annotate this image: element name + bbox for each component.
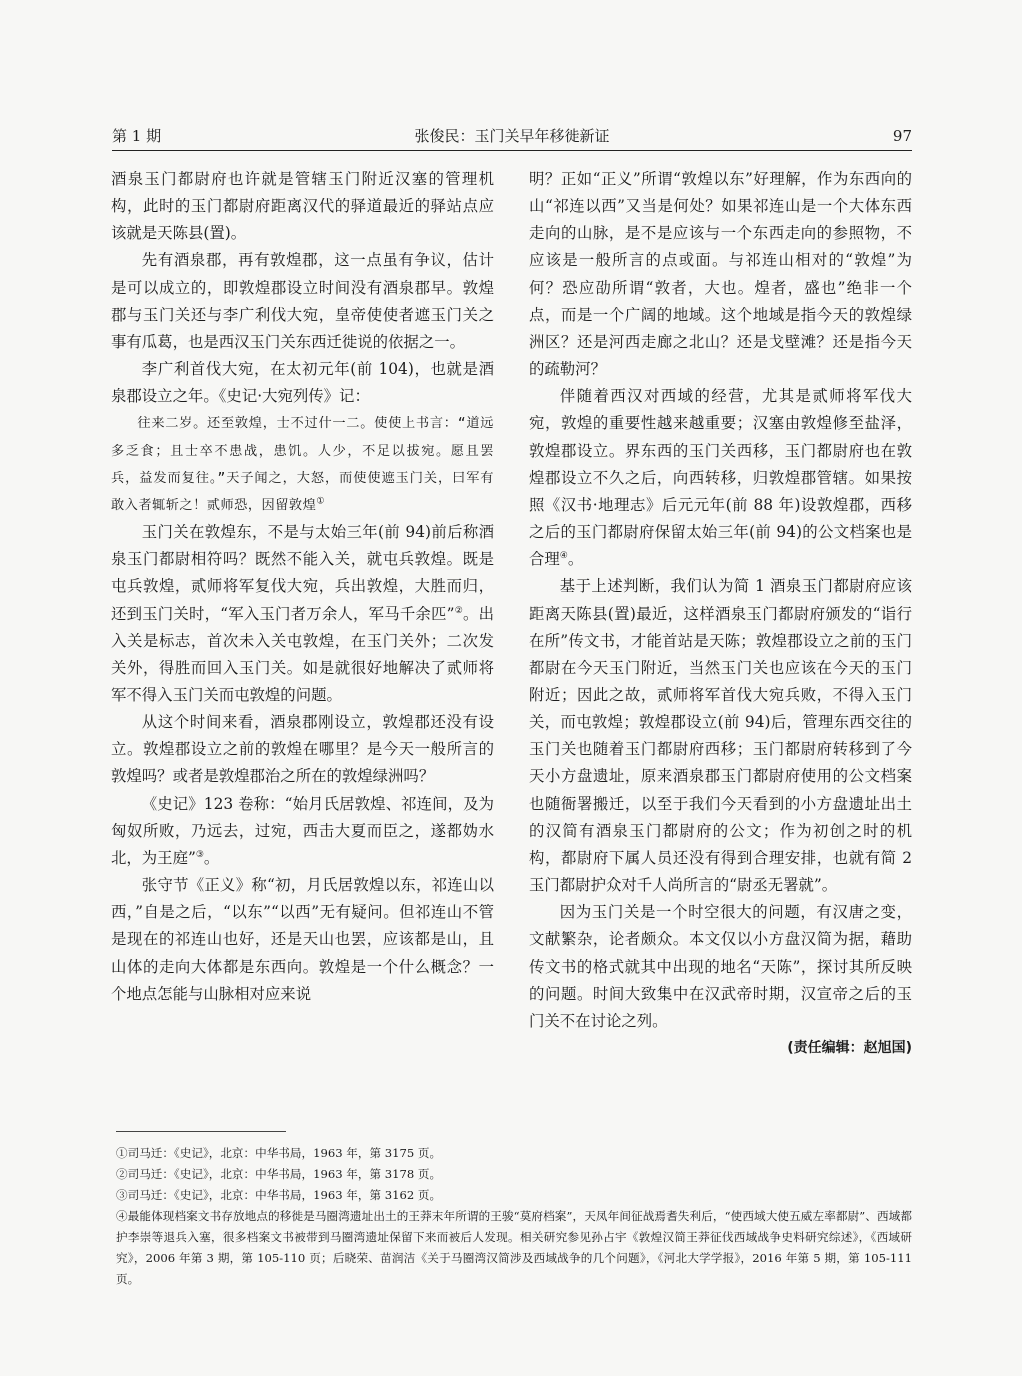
left-column xyxy=(111,166,494,1008)
paragraph-text: 。 xyxy=(203,848,220,867)
paragraph xyxy=(111,791,494,872)
footnote-divider xyxy=(116,1131,286,1132)
paragraph: 酒泉玉门都尉府也许就是管辖玉门附近汉塞的管理机构，此时的玉门都尉府距离汉代的驿道最近的驿站点应该就是天陈县(置)。 xyxy=(111,170,494,243)
editor-credit: (责任编辑：赵旭国) xyxy=(787,1040,912,1056)
paragraph: 张守节《正义》称“初，月氏居敦煌以东，祁连山以西，”自是之后，“以东”“以西”无有疑问。但祁连山不管是现在的祁连山也好，还是天山也罢，应该都是山，且山体的走向大体都是东西向。敦煌是一个什么概念？一个地点怎能与山脉相对应来说 xyxy=(111,876,494,1003)
footnote-ref[interactable]: ② xyxy=(454,605,463,616)
paragraph: 基于上述判断，我们认为简 1 酒泉玉门都尉府应该距离天陈县(置)最近，这样酒泉玉门都尉府颁发的“诣行在所”传文书，才能首站是天陈；敦煌郡设立之前的玉门都尉在今天玉门附近，当然玉门关也应该在今天的玉门附近；因此之故，贰师将军首伐大宛兵败，不得入玉门关，而屯敦煌；敦煌郡设立(前 94)后，管理东西交往的玉门关也随着玉门都尉府西移；玉门都尉府转移到了今天小方盘遗址，原来酒泉郡玉门都尉府使用的公文档案也随衙署搬迁，以至于我们今天看到的小方盘遗址出土的汉简有酒泉玉门都尉府的公文；作为初创之时的机构，都尉府下属人员还没有得到合理安排，也就有简 2 玉门都尉护众对千人尚所言的“尉丞无署就”。 xyxy=(529,577,912,895)
paragraph-text: 。出入关是标志，首次未入关屯敦煌，在玉门关外；二次发关外，得胜而回入玉门关。如是就很好地解决了贰师将军不得入玉门关而屯敦煌的问题。 xyxy=(111,604,494,704)
block-quote xyxy=(111,410,494,519)
paragraph-text: 《史记》123 卷称：“始月氏居敦煌、祁连间，及为匈奴所败，乃远去，过宛，西击大夏而臣之，遂都妫水北，为王庭” xyxy=(111,794,494,867)
paragraph-text: 伴随着西汉对西域的经营，尤其是贰师将军伐大宛，敦煌的重要性越来越重要；汉塞由敦煌修至盐泽，敦煌郡设立。界东西的玉门关西移，玉门都尉府也在敦煌郡设立不久之后，向西转移，归敦煌郡管辖。如果按照《汉书·地理志》后元元年(前 88 年)设敦煌郡，西移之后的玉门都尉府保留太始三年(前 94)的公文档案也是合理 xyxy=(529,387,912,569)
paragraph-text: 玉门关在敦煌东，不是与太始三年(前 94)前后称酒泉玉门都尉相符吗？既然不能入关，就屯兵敦煌。既是屯兵敦煌，贰师将军复伐大宛，兵出敦煌，大胜而归，还到玉门关时，“军入玉门者万余人，军马千余匹” xyxy=(111,523,494,623)
paragraph: 因为玉门关是一个时空很大的问题，有汉唐之变，文献繁杂，论者颇众。本文仅以小方盘汉简为据，藉助传文书的格式就其中出现的地名“天陈”，探讨其所反映的问题。时间大致集中在汉武帝时期，汉宣帝之后的玉门关不在讨论之列。 xyxy=(529,903,912,1030)
paragraph: 先有酒泉郡，再有敦煌郡，这一点虽有争议，估计是可以成立的，即敦煌郡设立时间没有酒泉郡早。敦煌郡与玉门关还与李广利伐大宛，皇帝使使者遮玉门关之事有瓜葛，也是西汉玉门关东西迁徙说的依据之一。 xyxy=(111,251,494,351)
paragraph: 明？正如“正义”所谓“敦煌以东”好理解，作为东西向的山“祁连以西”又当是何处？如果祁连山是一个大体东西走向的山脉，是不是应该与一个东西走向的参照物，不应该是一般所言的点或面。与祁连山相对的“敦煌”为何？恐应劭所谓“敦者，大也。煌者，盛也”绝非一个点，而是一个广阔的地域。这个地域是指今天的敦煌绿洲区？还是河西走廊之北山？还是戈壁滩？还是指今天的疏勒河？ xyxy=(529,170,912,379)
footnote-4: ④最能体现档案文书存放地点的移徙是马圈湾遗址出土的王莽末年所谓的王骏“莫府档案”，天凤年间征战焉耆失利后，“使西域大使五威左率都尉”、西域都护李崇等退兵入塞，很多档案文书被带到马圈湾遗址保留下来而被后人发现。相关研究参见孙占宇《敦煌汉简王莽征伐西域战争史料研究综述》，《西域研究》，2006 年第 3 期，第 105-110 页；后晓荣、苗润洁《关于马圈湾汉简涉及西域战争的几个问题》，《河北大学学报》，2016 年第 5 期，第 105-111 页。 xyxy=(116,1209,912,1286)
footnote-1: ①司马迁：《史记》，北京：中华书局，1963 年，第 3175 页。 xyxy=(116,1146,442,1160)
footnote-2: ②司马迁：《史记》，北京：中华书局，1963 年，第 3178 页。 xyxy=(116,1167,442,1181)
footnote-ref[interactable]: ① xyxy=(316,496,325,507)
issue-number: 第 1 期 xyxy=(112,127,162,145)
paragraph xyxy=(111,519,494,709)
paragraph-text: 。 xyxy=(567,550,584,569)
footnote-3: ③司马迁：《史记》，北京：中华书局，1963 年，第 3162 页。 xyxy=(116,1188,442,1202)
page-number: 97 xyxy=(892,127,912,145)
paragraph: 从这个时间来看，酒泉郡刚设立，敦煌郡还没有设立。敦煌郡设立之前的敦煌在哪里？是今天一般所言的敦煌吗？或者是敦煌郡治之所在的敦煌绿洲吗？ xyxy=(111,713,494,786)
footnotes xyxy=(116,1143,912,1290)
paragraph xyxy=(529,383,912,573)
quote-text: 往来二岁。还至敦煌，士不过什一二。使使上书言：“道远多乏食；且士卒不患战，患饥。人少，不足以拔宛。愿且罢兵，益发而复往。”天子闻之，大怒，而使使遮玉门关，曰军有敢入者辄斩之！贰师恐，因留敦煌 xyxy=(111,416,494,513)
running-title: 张俊民：玉门关早年移徙新证 xyxy=(414,127,610,145)
right-column xyxy=(529,166,912,1062)
running-header xyxy=(112,122,912,151)
paragraph: 李广利首伐大宛，在太初元年(前 104)，也就是酒泉郡设立之年。《史记·大宛列传》记： xyxy=(111,360,494,406)
footnote-ref[interactable]: ④ xyxy=(559,551,568,562)
footnote-ref[interactable]: ③ xyxy=(195,849,204,860)
